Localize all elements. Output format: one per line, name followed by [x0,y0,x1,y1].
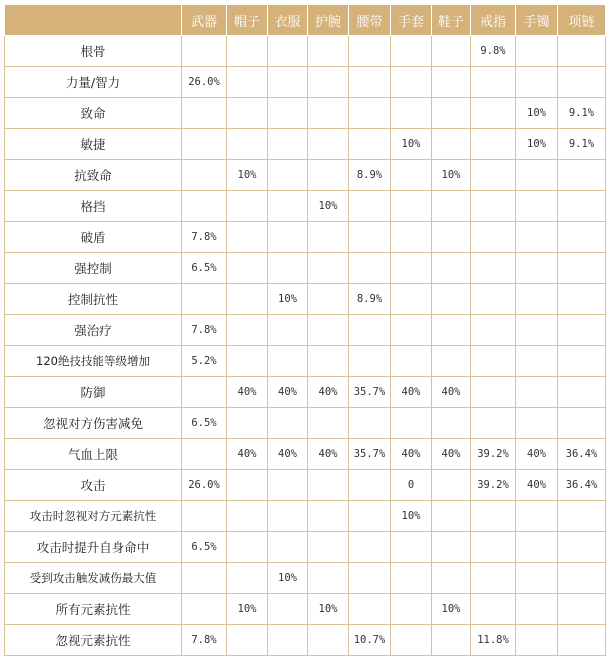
table-cell [268,501,308,532]
table-cell [471,67,516,98]
table-cell [268,253,308,284]
table-cell [391,594,432,625]
table-cell: 40% [516,439,558,470]
table-cell: 10% [268,563,308,594]
table-row [5,253,606,284]
table-cell: 40% [268,439,308,470]
table-cell [471,191,516,222]
table-cell [471,563,516,594]
row-label: 攻击时提升自身命中 [5,532,182,563]
table-row [5,408,606,439]
table-cell [391,315,432,346]
header-corner [5,5,182,36]
table-cell [227,532,268,563]
column-header: 项链 [558,5,606,36]
table-cell [516,191,558,222]
table-cell [268,191,308,222]
table-cell [268,315,308,346]
table-cell: 11.8% [471,625,516,656]
table-cell [516,563,558,594]
table-cell [558,563,606,594]
table-cell: 40% [268,377,308,408]
table-cell [182,439,227,470]
table-cell: 36.4% [558,470,606,501]
table-row [5,439,606,470]
table-cell [227,408,268,439]
table-cell [432,408,471,439]
table-cell [516,36,558,67]
table-cell [516,284,558,315]
table-cell [471,253,516,284]
table-cell: 39.2% [471,470,516,501]
table-cell [516,315,558,346]
row-label: 气血上限 [5,439,182,470]
table-row [5,315,606,346]
table-cell [471,346,516,377]
table-cell [471,284,516,315]
table-cell [227,191,268,222]
table-cell [432,501,471,532]
table-cell: 10% [432,594,471,625]
table-cell: 26.0% [182,67,227,98]
table-cell [308,253,349,284]
row-label: 控制抗性 [5,284,182,315]
table-cell [432,563,471,594]
table-cell: 0 [391,470,432,501]
table-cell [227,98,268,129]
table-cell [349,191,391,222]
table-cell [308,532,349,563]
row-label: 力量/智力 [5,67,182,98]
table-cell: 7.8% [182,625,227,656]
table-cell [349,501,391,532]
table-cell [471,129,516,160]
table-cell: 10% [391,501,432,532]
table-cell [516,625,558,656]
table-cell [227,625,268,656]
table-cell: 6.5% [182,532,227,563]
table-row [5,625,606,656]
table-row [5,532,606,563]
table-cell: 26.0% [182,470,227,501]
table-cell [391,346,432,377]
table-cell [558,594,606,625]
table-cell [268,222,308,253]
row-label: 格挡 [5,191,182,222]
column-header: 帽子 [227,5,268,36]
table-cell: 40% [432,439,471,470]
table-cell: 5.2% [182,346,227,377]
table-cell [227,470,268,501]
table-cell: 6.5% [182,253,227,284]
table-cell [391,98,432,129]
table-cell [308,129,349,160]
table-cell [349,563,391,594]
table-cell [349,346,391,377]
table-cell [268,470,308,501]
table-cell [182,377,227,408]
table-cell [308,284,349,315]
row-label: 强治疗 [5,315,182,346]
header-row [5,5,606,36]
table-cell [558,377,606,408]
table-cell [182,160,227,191]
table-cell: 40% [227,439,268,470]
table-cell [558,67,606,98]
table-cell [391,67,432,98]
table-cell [308,67,349,98]
row-label: 攻击时忽视对方元素抗性 [5,501,182,532]
table-row [5,284,606,315]
table-cell: 10.7% [349,625,391,656]
table-cell [391,284,432,315]
table-cell: 10% [432,160,471,191]
table-cell [308,315,349,346]
table-cell [227,315,268,346]
table-cell [227,563,268,594]
table-cell: 8.9% [349,284,391,315]
table-cell [268,98,308,129]
table-cell [227,67,268,98]
column-header: 衣服 [268,5,308,36]
table-cell [432,222,471,253]
table-cell [558,284,606,315]
table-cell [349,98,391,129]
table-cell: 40% [227,377,268,408]
table-cell [308,36,349,67]
table-cell: 9.1% [558,129,606,160]
table-cell [516,532,558,563]
table-cell [227,346,268,377]
table-cell [471,501,516,532]
table-cell: 39.2% [471,439,516,470]
table-cell [227,501,268,532]
table-cell [558,315,606,346]
table-cell [349,470,391,501]
table-cell [268,346,308,377]
table-cell [227,222,268,253]
table-cell [391,222,432,253]
column-header: 手套 [391,5,432,36]
table-cell [268,67,308,98]
row-label: 120绝技技能等级增加 [5,346,182,377]
table-cell: 40% [391,377,432,408]
table-cell [227,284,268,315]
table-cell [558,625,606,656]
table-cell [391,625,432,656]
table-cell [471,594,516,625]
table-cell [308,563,349,594]
row-label: 破盾 [5,222,182,253]
table-row [5,191,606,222]
table-cell: 10% [516,98,558,129]
table-cell [308,408,349,439]
table-cell: 40% [308,377,349,408]
table-cell [227,253,268,284]
row-label: 致命 [5,98,182,129]
table-cell [349,532,391,563]
table-cell [471,160,516,191]
table-cell [268,594,308,625]
table-cell [308,346,349,377]
table-cell: 40% [516,470,558,501]
table-cell [558,501,606,532]
column-header: 武器 [182,5,227,36]
table-cell: 10% [516,129,558,160]
table-cell [349,315,391,346]
table-cell: 36.4% [558,439,606,470]
table-row [5,98,606,129]
table-cell [471,98,516,129]
column-header: 戒指 [471,5,516,36]
table-cell [391,253,432,284]
table-row [5,346,606,377]
table-cell: 8.9% [349,160,391,191]
table-cell [558,191,606,222]
table-cell [182,284,227,315]
table-row [5,470,606,501]
table-cell [516,346,558,377]
table-cell: 10% [308,191,349,222]
table-cell: 35.7% [349,439,391,470]
table-cell [516,377,558,408]
table-cell [182,501,227,532]
table-row [5,501,606,532]
row-label: 忽视对方伤害减免 [5,408,182,439]
table-cell: 10% [308,594,349,625]
table-cell [268,625,308,656]
table-cell [432,532,471,563]
row-label: 所有元素抗性 [5,594,182,625]
table-cell [516,408,558,439]
row-label: 忽视元素抗性 [5,625,182,656]
table-cell [349,594,391,625]
table-cell [182,36,227,67]
table-cell [391,160,432,191]
table-cell [558,222,606,253]
table-cell [349,36,391,67]
table-cell [471,315,516,346]
table-cell [516,253,558,284]
column-header: 手镯 [516,5,558,36]
row-label: 防御 [5,377,182,408]
table-cell [308,98,349,129]
table-cell [182,191,227,222]
table-cell: 9.1% [558,98,606,129]
table-cell: 7.8% [182,222,227,253]
table-cell [516,160,558,191]
table-cell [268,408,308,439]
table-row [5,594,606,625]
table-cell [349,222,391,253]
table-cell [516,501,558,532]
table-row [5,160,606,191]
table-cell [349,253,391,284]
table-cell [391,563,432,594]
table-cell [432,191,471,222]
table-cell [182,98,227,129]
table-cell [268,36,308,67]
row-label: 强控制 [5,253,182,284]
table-cell [391,408,432,439]
table-cell [349,67,391,98]
table-row [5,222,606,253]
table-cell: 7.8% [182,315,227,346]
table-cell [308,222,349,253]
table-cell [432,36,471,67]
table-cell [391,191,432,222]
table-cell [391,532,432,563]
table-cell [432,253,471,284]
table-cell [182,129,227,160]
table-cell [558,253,606,284]
table-cell [432,625,471,656]
table-cell: 40% [432,377,471,408]
table-cell [558,346,606,377]
equipment-stat-table [4,4,606,656]
row-label: 根骨 [5,36,182,67]
table-row [5,67,606,98]
table-row [5,129,606,160]
table-cell: 10% [227,594,268,625]
table-cell [182,563,227,594]
table-cell: 10% [227,160,268,191]
row-label: 抗致命 [5,160,182,191]
table-cell [432,129,471,160]
table-cell [349,408,391,439]
table-cell: 10% [391,129,432,160]
table-cell [268,532,308,563]
table-cell [471,532,516,563]
table-cell [308,160,349,191]
table-body [5,36,606,656]
table-cell [471,377,516,408]
table-row [5,377,606,408]
table-cell: 40% [391,439,432,470]
table-cell [308,625,349,656]
table-row [5,563,606,594]
table-cell [391,36,432,67]
table-cell [558,36,606,67]
table-cell [432,346,471,377]
table-cell: 35.7% [349,377,391,408]
table-cell: 40% [308,439,349,470]
table-cell [471,408,516,439]
table-cell: 10% [268,284,308,315]
table-cell [349,129,391,160]
column-header: 腰带 [349,5,391,36]
table-cell [471,222,516,253]
table-cell [227,36,268,67]
table-cell: 9.8% [471,36,516,67]
table-cell [558,408,606,439]
table-cell [432,98,471,129]
column-header: 护腕 [308,5,349,36]
table-cell [516,222,558,253]
table-cell [432,284,471,315]
table-cell [558,532,606,563]
table-cell [516,594,558,625]
table-cell [268,160,308,191]
table-cell [182,594,227,625]
row-label: 攻击 [5,470,182,501]
row-label: 受到攻击触发减伤最大值 [5,563,182,594]
table-cell [308,470,349,501]
row-label: 敏捷 [5,129,182,160]
column-header: 鞋子 [432,5,471,36]
table-cell [432,315,471,346]
table-cell [227,129,268,160]
table-cell [432,67,471,98]
table-cell [432,470,471,501]
table-row [5,36,606,67]
table-cell [268,129,308,160]
table-cell: 6.5% [182,408,227,439]
table-cell [516,67,558,98]
table-cell [308,501,349,532]
table-cell [558,160,606,191]
